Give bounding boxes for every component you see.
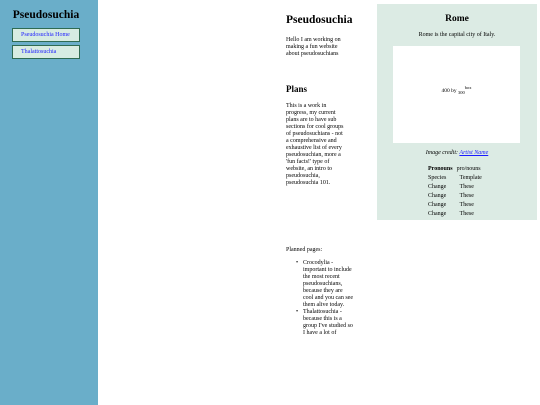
nav-link-thalattosuchia[interactable]: Thalattosuchia [12,45,80,59]
infobox-title: Rome [445,14,469,24]
image-placeholder-label [393,84,520,96]
image-placeholder [393,46,520,143]
list-item-text: Thalattosuchia - because this is a group I've studied so I have a lot of [303,309,353,336]
page-title: Pseudosuchia [286,14,353,26]
table-cell: These [459,202,474,208]
table-cell: Change [428,202,447,208]
nav-link-pseudosuchia-home[interactable]: Pseudosuchia Home [12,28,80,42]
table-cell: Species [428,175,447,181]
table-header-cell: pro/nouns [456,166,481,172]
table-row [428,165,486,174]
table-row [428,201,486,210]
image-credit [377,150,537,157]
table-header-cell: Pronouns [428,166,453,172]
infobox [377,4,537,220]
list-item [296,309,353,337]
planned-pages-list [296,260,353,337]
table-cell: Change [428,211,447,217]
planned-pages-label: Planned pages: [286,247,323,253]
list-item-text: Crocodylia - important to include the most recent pseudosuchians, because they are cool and you can see them alive today. [303,260,353,308]
table-cell: These [459,193,474,199]
image-label-part: 400 by [441,87,458,94]
pronouns-table [428,165,486,219]
plans-heading: Plans [286,84,308,94]
table-row [428,210,486,219]
table-cell: These [459,184,474,190]
image-credit-prefix: Image credit: [425,150,460,156]
table-row [428,192,486,201]
table-row [428,174,486,183]
list-item [296,260,353,309]
table-cell: Template [459,175,482,181]
site-title: Pseudosuchia [12,9,80,21]
table-cell: Change [428,193,447,199]
table-cell: Change [428,184,447,190]
table-row [428,183,486,192]
image-label-sub: 300 [458,89,465,95]
infobox-caption: Rome is the capital city of Italy. [418,32,496,38]
intro-text: Hello I am working on making a fun website about pseudosuchians [286,37,341,57]
plans-text: This is a work in progress, my current plans are to have sub sections for cool groups of pseudosuchians - not a comprehensive and exhaustive list of every pseudosuchian, more a 'fun facts!' type of website, an intro to pseudosuchia, pseudosuchia 101. [286,103,344,186]
image-credit-link[interactable]: Artist Name [459,150,489,156]
table-cell: These [459,211,474,217]
sidebar [0,0,98,405]
bullet-icon: • [296,309,299,315]
bullet-icon: • [296,260,299,266]
image-label-sup: box [464,85,472,90]
